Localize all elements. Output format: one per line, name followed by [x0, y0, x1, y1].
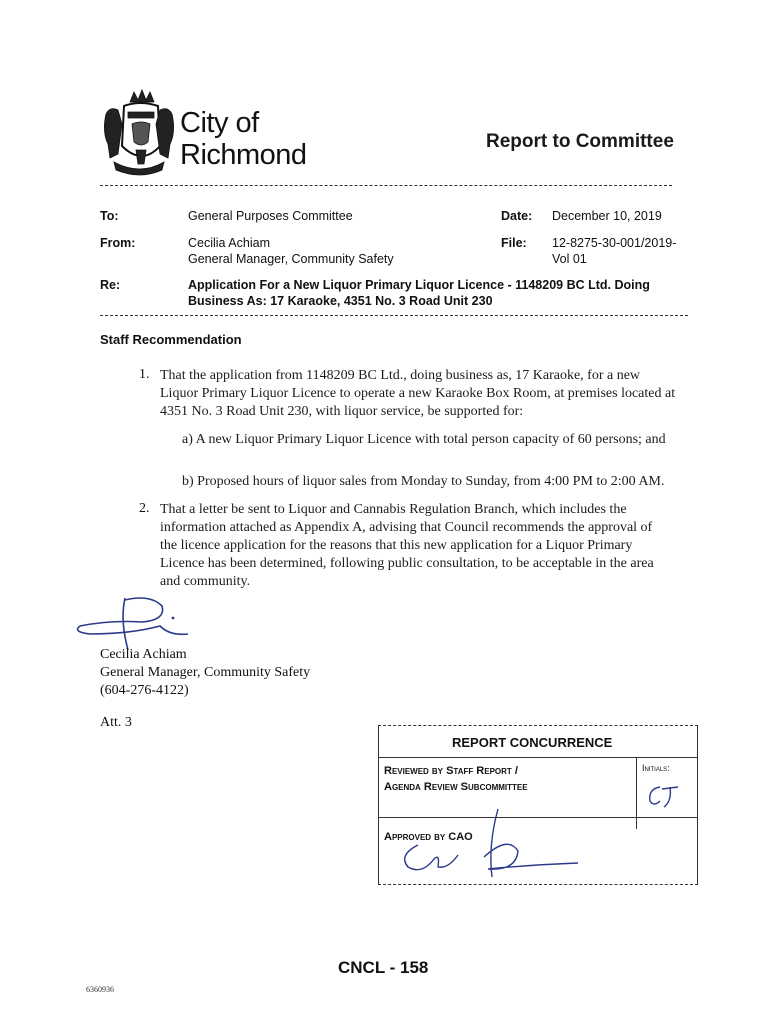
city-crest-logo [100, 84, 178, 176]
signatory-phone: (604-276-4122) [100, 683, 189, 698]
item-1-number: 1. [139, 367, 150, 382]
initials-label: Initials: [642, 763, 670, 773]
item-1-line-2: Liquor Primary Liquor Licence to operate a new Karaoke Box Room, at premises located at [160, 386, 676, 401]
from-name: Cecilia Achiam [188, 236, 270, 250]
file-number-line2: Vol 01 [552, 252, 587, 266]
reviewed-by-label-line1: Reviewed by Staff Report / [384, 765, 518, 777]
handwritten-signature [70, 590, 210, 654]
from-title: General Manager, Community Safety [188, 252, 394, 266]
item-1-line-1: That the application from 1148209 BC Ltd., doing business as, 17 Karaoke, for a new [160, 368, 641, 383]
to-label: To: [100, 209, 119, 223]
report-title: Report to Committee [486, 131, 674, 152]
item-2-number: 2. [139, 501, 150, 516]
page-code: CNCL - 158 [338, 958, 429, 977]
city-name-line1: City of [180, 107, 259, 139]
attachments-count: Att. 3 [100, 715, 132, 730]
signatory-title: General Manager, Community Safety [100, 665, 311, 680]
memo-divider [100, 315, 688, 316]
item-2-line-2: information attached as Appendix A, advising that Council recommends the approval of [160, 520, 653, 535]
date-label: Date: [501, 209, 533, 223]
city-name-line2: Richmond [180, 139, 307, 171]
from-label: From: [100, 236, 136, 250]
concurrence-heading: REPORT CONCURRENCE [452, 735, 613, 750]
cao-signature [388, 805, 588, 881]
item-2-line-1: That a letter be sent to Liquor and Cannabis Regulation Branch, which includes the [160, 502, 627, 517]
document-number: 6360936 [86, 985, 114, 994]
approved-by-cao-label: Approved by CAO [384, 831, 473, 843]
item-1-line-3: 4351 No. 3 Road Unit 230, with liquor service, be supported for: [160, 404, 524, 419]
section-heading: Staff Recommendation [100, 332, 242, 347]
signatory-name: Cecilia Achiam [100, 647, 187, 662]
to-value: General Purposes Committee [188, 209, 353, 223]
file-label: File: [501, 236, 527, 250]
report-concurrence-box [378, 725, 698, 885]
item-2-line-5: and community. [160, 574, 251, 589]
header-divider [100, 185, 672, 186]
file-number-line1: 12-8275-30-001/2019- [552, 236, 677, 250]
reviewed-by-label-line2: Agenda Review Subcommittee [384, 781, 528, 793]
item-2-line-3: the licence application for the reasons that this new application for a Liquor Primary [160, 538, 633, 553]
re-label: Re: [100, 278, 121, 292]
item-2-line-4: Licence has been determined, following public consultation, to be acceptable in the area [160, 556, 654, 571]
date-value: December 10, 2019 [552, 209, 662, 223]
sub-item-b: b) Proposed hours of liquor sales from Monday to Sunday, from 4:00 PM to 2:00 AM. [182, 474, 665, 489]
initials-handwriting [646, 781, 682, 811]
re-subject-line2: Business As: 17 Karaoke, 4351 No. 3 Road Unit 230 [188, 294, 493, 308]
sub-item-a: a) A new Liquor Primary Liquor Licence with total person capacity of 60 persons; and [182, 432, 666, 447]
re-subject-line1: Application For a New Liquor Primary Liquor Licence - 1148209 BC Ltd. Doing [188, 278, 650, 292]
